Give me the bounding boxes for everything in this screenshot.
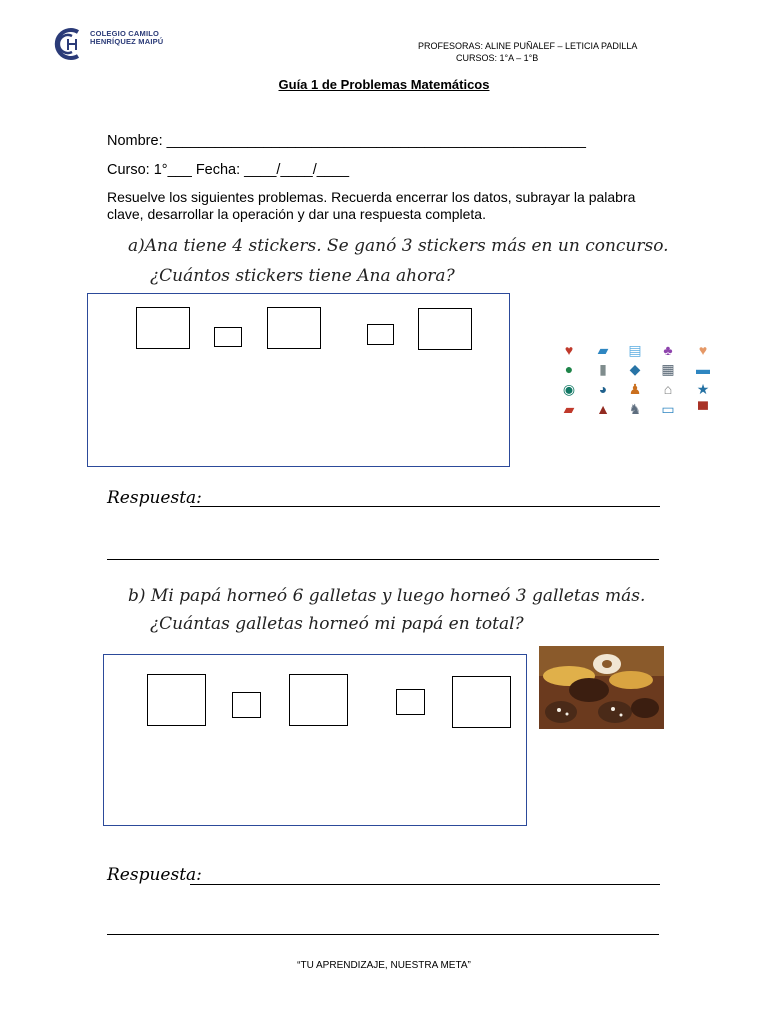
- cookies-photo: [539, 646, 664, 729]
- problem-a-text-2: ¿Cuántos stickers tiene Ana ahora?: [150, 266, 455, 286]
- sticker-icon: ▦: [661, 361, 675, 377]
- course-date-field[interactable]: Curso: 1°___ Fecha: ____/____/____: [107, 162, 350, 178]
- problem-a-work-area[interactable]: [87, 293, 510, 467]
- answer-line[interactable]: [190, 506, 660, 507]
- teachers-info: [418, 40, 637, 64]
- answer-box-large[interactable]: [267, 307, 321, 349]
- sticker-icon: ◆: [629, 361, 641, 377]
- problem-a-text-1: a)Ana tiene 4 stickers. Se ganó 3 stickers más en un concurso.: [128, 236, 669, 256]
- answer-box-large[interactable]: [418, 308, 472, 350]
- sticker-icon: ▤: [628, 342, 642, 358]
- star-icon: ★: [696, 381, 710, 397]
- answer-line[interactable]: [107, 934, 659, 935]
- heart-icon: ♥: [564, 342, 574, 358]
- operator-box[interactable]: [396, 689, 425, 715]
- sticker-icon: ▰: [597, 342, 609, 358]
- operator-box[interactable]: [367, 324, 394, 345]
- instructions: Resuelve los siguientes problemas. Recuerda encerrar los datos, subrayar la palabra clave, desarrollar la operación y dar una respuesta completa.: [107, 189, 636, 222]
- answer-box-large[interactable]: [289, 674, 348, 726]
- courses-line: CURSOS: 1°A – 1°B: [456, 53, 539, 63]
- operator-box[interactable]: [214, 327, 242, 347]
- sticker-icon: ◕: [598, 381, 608, 397]
- problem-b-text-1: b) Mi papá horneó 6 galletas y luego horneó 3 galletas más.: [128, 586, 646, 606]
- problem-b-work-area[interactable]: [103, 654, 527, 826]
- school-name: COLEGIO CAMILO HENRÍQUEZ MAIPÚ: [90, 29, 164, 46]
- sticker-icon: ▮: [599, 361, 607, 377]
- stickers-image: [556, 342, 718, 420]
- problem-b-text-2: ¿Cuántas galletas horneó mi papá en total?: [150, 614, 524, 634]
- page-title: Guía 1 de Problemas Matemáticos: [278, 77, 490, 92]
- name-field[interactable]: Nombre: ____________________________________________________: [107, 133, 586, 149]
- sticker-icon: ▬: [696, 361, 710, 377]
- footer-motto: “TU APRENDIZAJE, NUESTRA META”: [297, 960, 471, 971]
- sticker-icon: ◉: [562, 381, 576, 397]
- sticker-icon: ⌂: [663, 381, 673, 397]
- answer-label-a: Respuesta:: [107, 488, 202, 508]
- heart-icon: ♥: [698, 342, 708, 358]
- answer-box-large[interactable]: [452, 676, 511, 728]
- answer-box-large[interactable]: [147, 674, 206, 726]
- answer-label-b: Respuesta:: [107, 865, 202, 885]
- sticker-icon: ♟: [628, 381, 642, 397]
- sticker-icon: ▰: [563, 401, 575, 417]
- sticker-icon: ▲: [596, 401, 610, 417]
- answer-box-large[interactable]: [136, 307, 190, 349]
- sticker-icon: ▭: [661, 401, 675, 417]
- sticker-icon: ♣: [663, 342, 673, 358]
- sticker-icon: ♞: [628, 401, 642, 417]
- sticker-icon: ▀: [698, 401, 708, 417]
- sticker-icon: ●: [564, 361, 574, 377]
- answer-line[interactable]: [190, 884, 660, 885]
- teachers-line: PROFESORAS: ALINE PUÑALEF – LETICIA PADILLA: [418, 41, 638, 51]
- answer-line[interactable]: [107, 559, 659, 560]
- operator-box[interactable]: [232, 692, 261, 718]
